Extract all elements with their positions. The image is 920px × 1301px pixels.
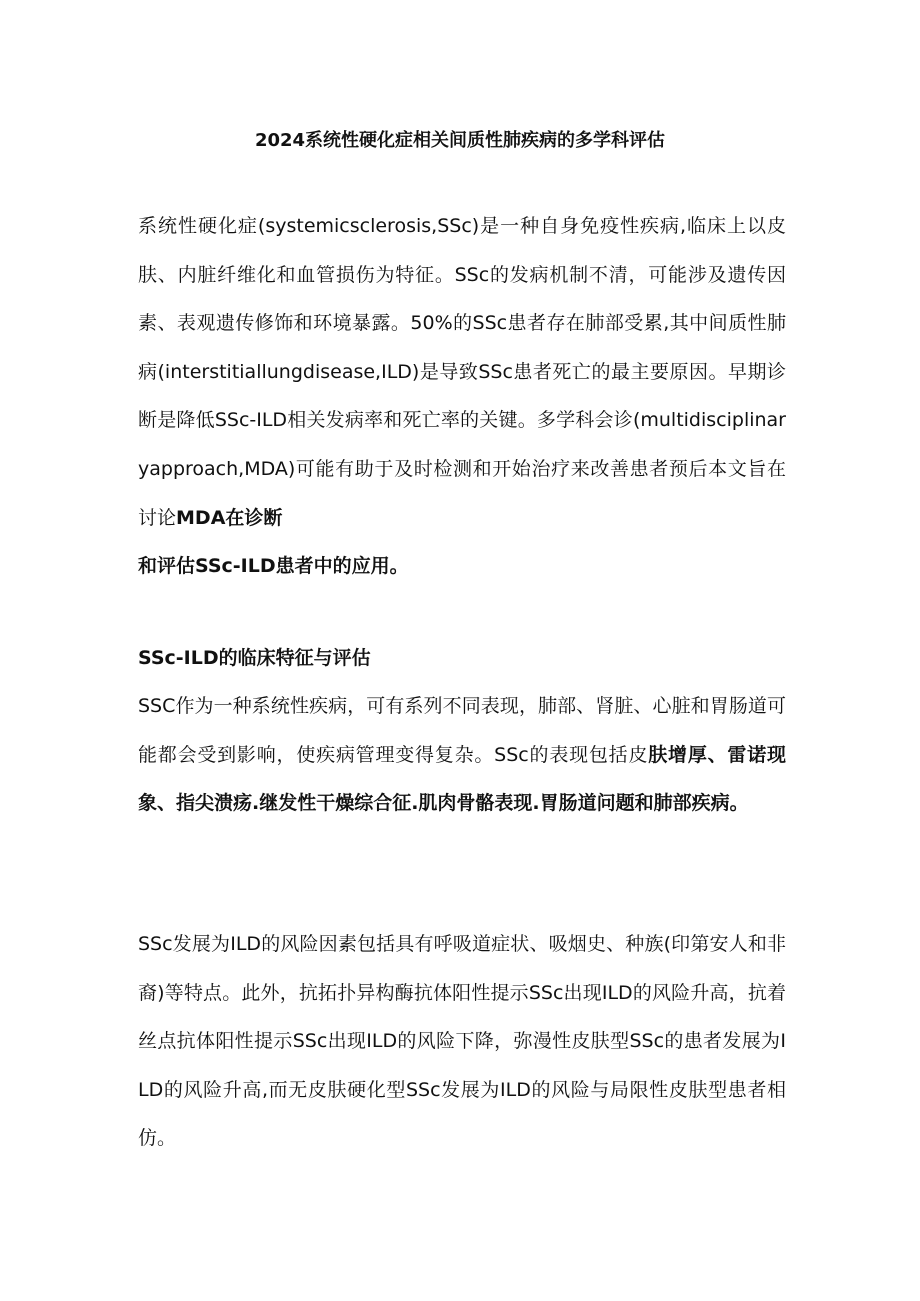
- clinical-paragraph: [138, 682, 786, 828]
- risk-paragraph: SSc发展为ILD的风险因素包括具有呼吸道症状、吸烟史、种族(印第安人和非裔)等特点。此外，抗拓扑异构酶抗体阳性提示SSc出现ILD的风险升高，抗着丝点抗体阳性提示SSc出现ILD的风险下降，弥漫性皮肤型SSc的患者发展为ILD的风险升高,而无皮肤硬化型SSc发展为ILD的风险与局限性皮肤型患者相仿。: [138, 933, 786, 1150]
- intro-paragraph: [138, 202, 786, 542]
- intro-bold-inline: MDA在诊断: [176, 506, 283, 529]
- clinical-text: SSC作为一种系统性疾病，可有系列不同表现，肺部、肾脏、心脏和胃肠道可能都会受到影响，使疾病管理变得复杂。SSc的表现包括皮: [138, 695, 786, 766]
- section-heading: SSc-ILD的临床特征与评估: [138, 647, 371, 669]
- intro-text: 系统性硬化症(systemicsclerosis,SSc)是一种自身免疫性疾病,临床上以皮肤、内脏纤维化和血管损伤为特征。SSc的发病机制不清，可能涉及遗传因素、表观遗传修饰和环境暴露。50%的SSc患者存在肺部受累,其中间质性肺病(interstitiallungdisease,ILD)是导致SSc患者死亡的最主要原因。早期诊断是降低SSc-ILD相关发病率和死亡率的关键。多学科会诊(multidisciplinaryapproach,MDA)可能有助于及时检测和开始治疗来改善患者预后本文旨在讨论: [138, 215, 786, 529]
- clinical-bold-text: 肤增厚、雷诺现象、指尖溃疡.继发性干燥综合征.肌肉骨骼表现.胃肠道问题和肺部疾病。: [138, 743, 786, 815]
- document-title: 2024系统性硬化症相关间质性肺疾病的多学科评估: [254, 130, 666, 151]
- intro-bold-tail: 和评估SSc-ILD患者中的应用。: [138, 555, 409, 577]
